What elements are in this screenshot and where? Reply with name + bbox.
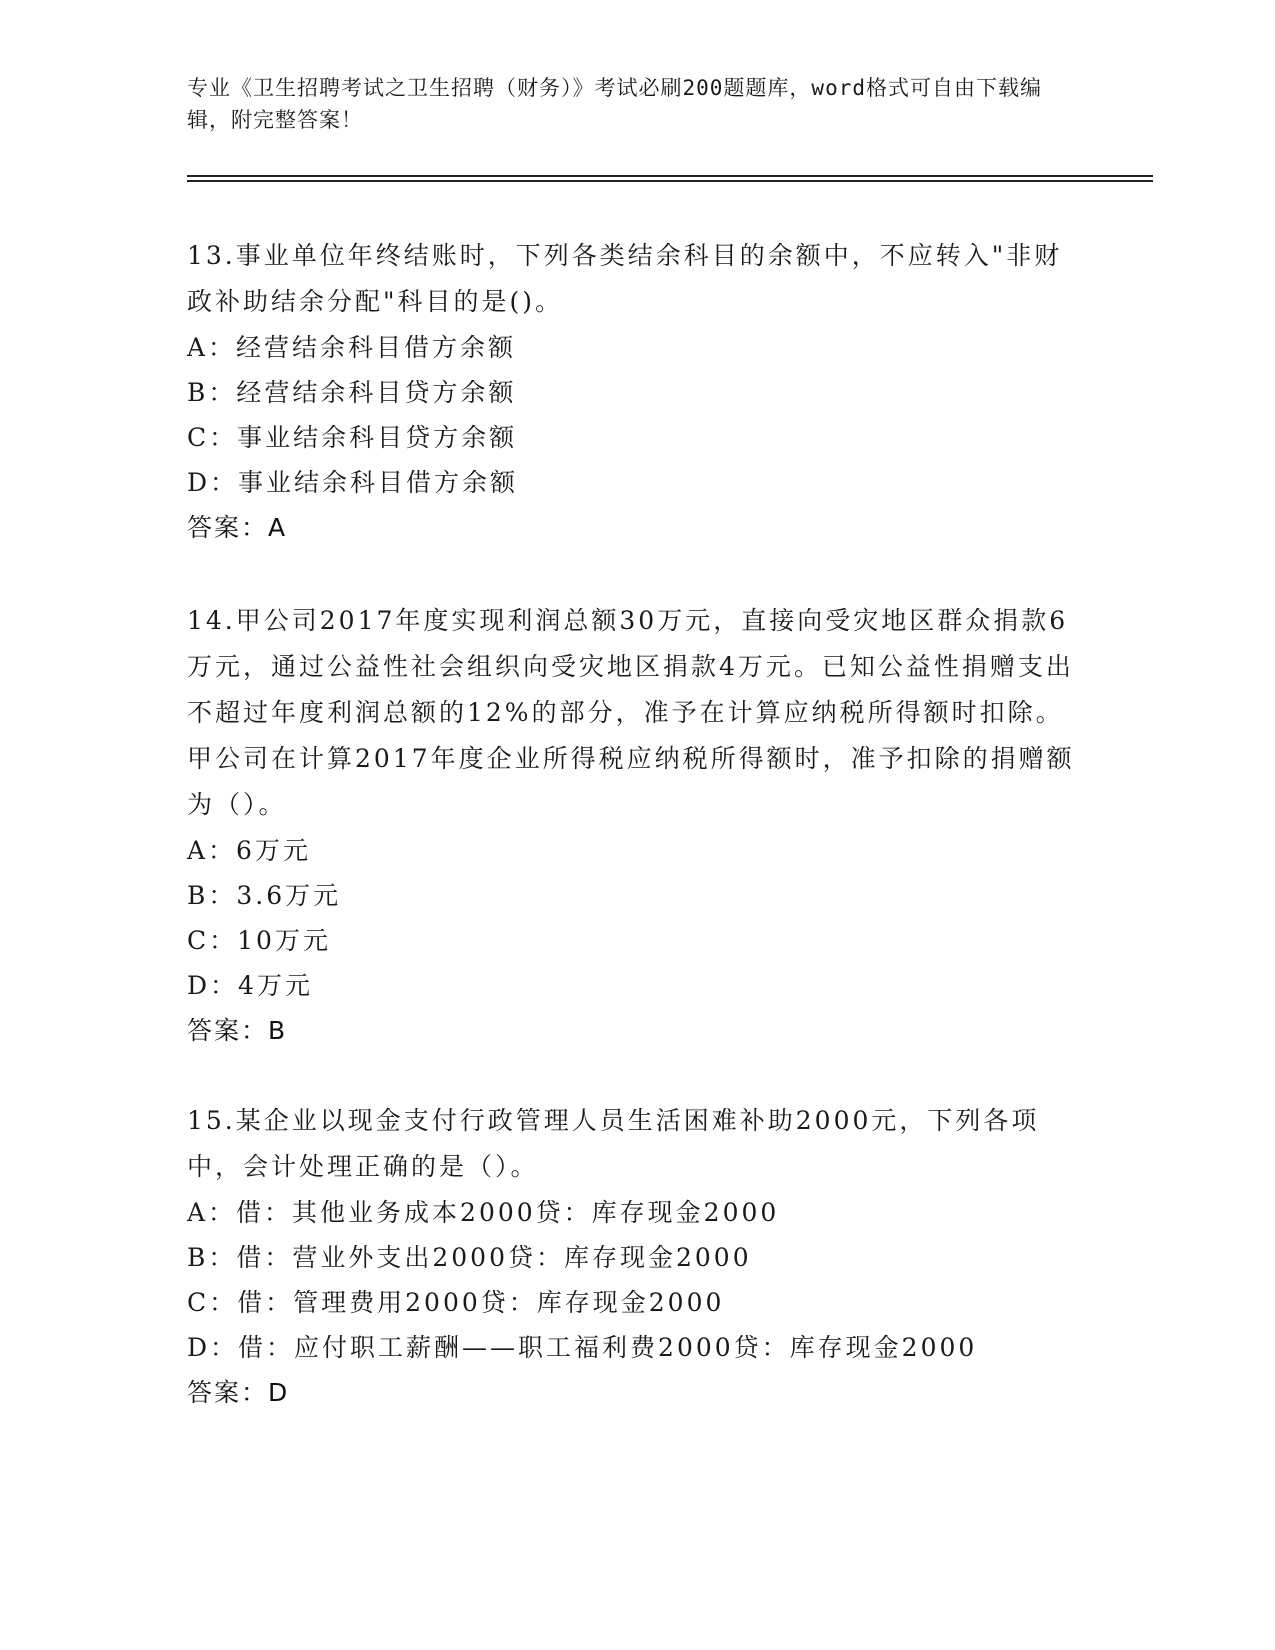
option-d: D：4万元 — [187, 971, 313, 1000]
header-divider-bottom — [187, 180, 1153, 182]
option-b: B：经营结余科目贷方余额 — [187, 378, 517, 407]
option-b: B：借：营业外支出2000贷：库存现金2000 — [187, 1243, 752, 1272]
option-c: C：10万元 — [187, 926, 331, 955]
option-a: A：借：其他业务成本2000贷：库存现金2000 — [187, 1198, 780, 1227]
header-divider-top — [187, 175, 1153, 177]
question-13 — [187, 233, 1087, 550]
document-intro: 专业《卫生招聘考试之卫生招聘（财务）》考试必刷200题题库，word格式可自由下载编辑，附完整答案！ — [187, 76, 1042, 132]
option-a: A：6万元 — [187, 836, 311, 865]
option-c: C：借：管理费用2000贷：库存现金2000 — [187, 1288, 725, 1317]
question-stem: 13.事业单位年终结账时，下列各类结余科目的余额中，不应转入"非财政补助结余分配"科目的是()。 — [187, 241, 1063, 316]
question-stem: 14.甲公司2017年度实现利润总额30万元，直接向受灾地区群众捐款6万元，通过公益性社会组织向受灾地区捐款4万元。已知公益性捐赠支出不超过年度利润总额的12%的部分，准予在计算应纳税所得额时扣除。甲公司在计算2017年度企业所得税应纳税所得额时，准予扣除的捐赠额为（）。 — [187, 606, 1075, 819]
answer-line: 答案：A — [187, 513, 288, 542]
option-a: A：经营结余科目借方余额 — [187, 333, 517, 362]
option-d: D：事业结余科目借方余额 — [187, 468, 519, 497]
answer-line: 答案：D — [187, 1378, 290, 1407]
question-15 — [187, 1098, 1087, 1415]
answer-line: 答案：B — [187, 1016, 288, 1045]
option-b: B：3.6万元 — [187, 881, 342, 910]
question-stem: 15.某企业以现金支付行政管理人员生活困难补助2000元，下列各项中，会计处理正确的是（）。 — [187, 1106, 1040, 1181]
option-c: C：事业结余科目贷方余额 — [187, 423, 518, 452]
option-d: D：借：应付职工薪酬——职工福利费2000贷：库存现金2000 — [187, 1333, 978, 1362]
question-14 — [187, 598, 1087, 1053]
